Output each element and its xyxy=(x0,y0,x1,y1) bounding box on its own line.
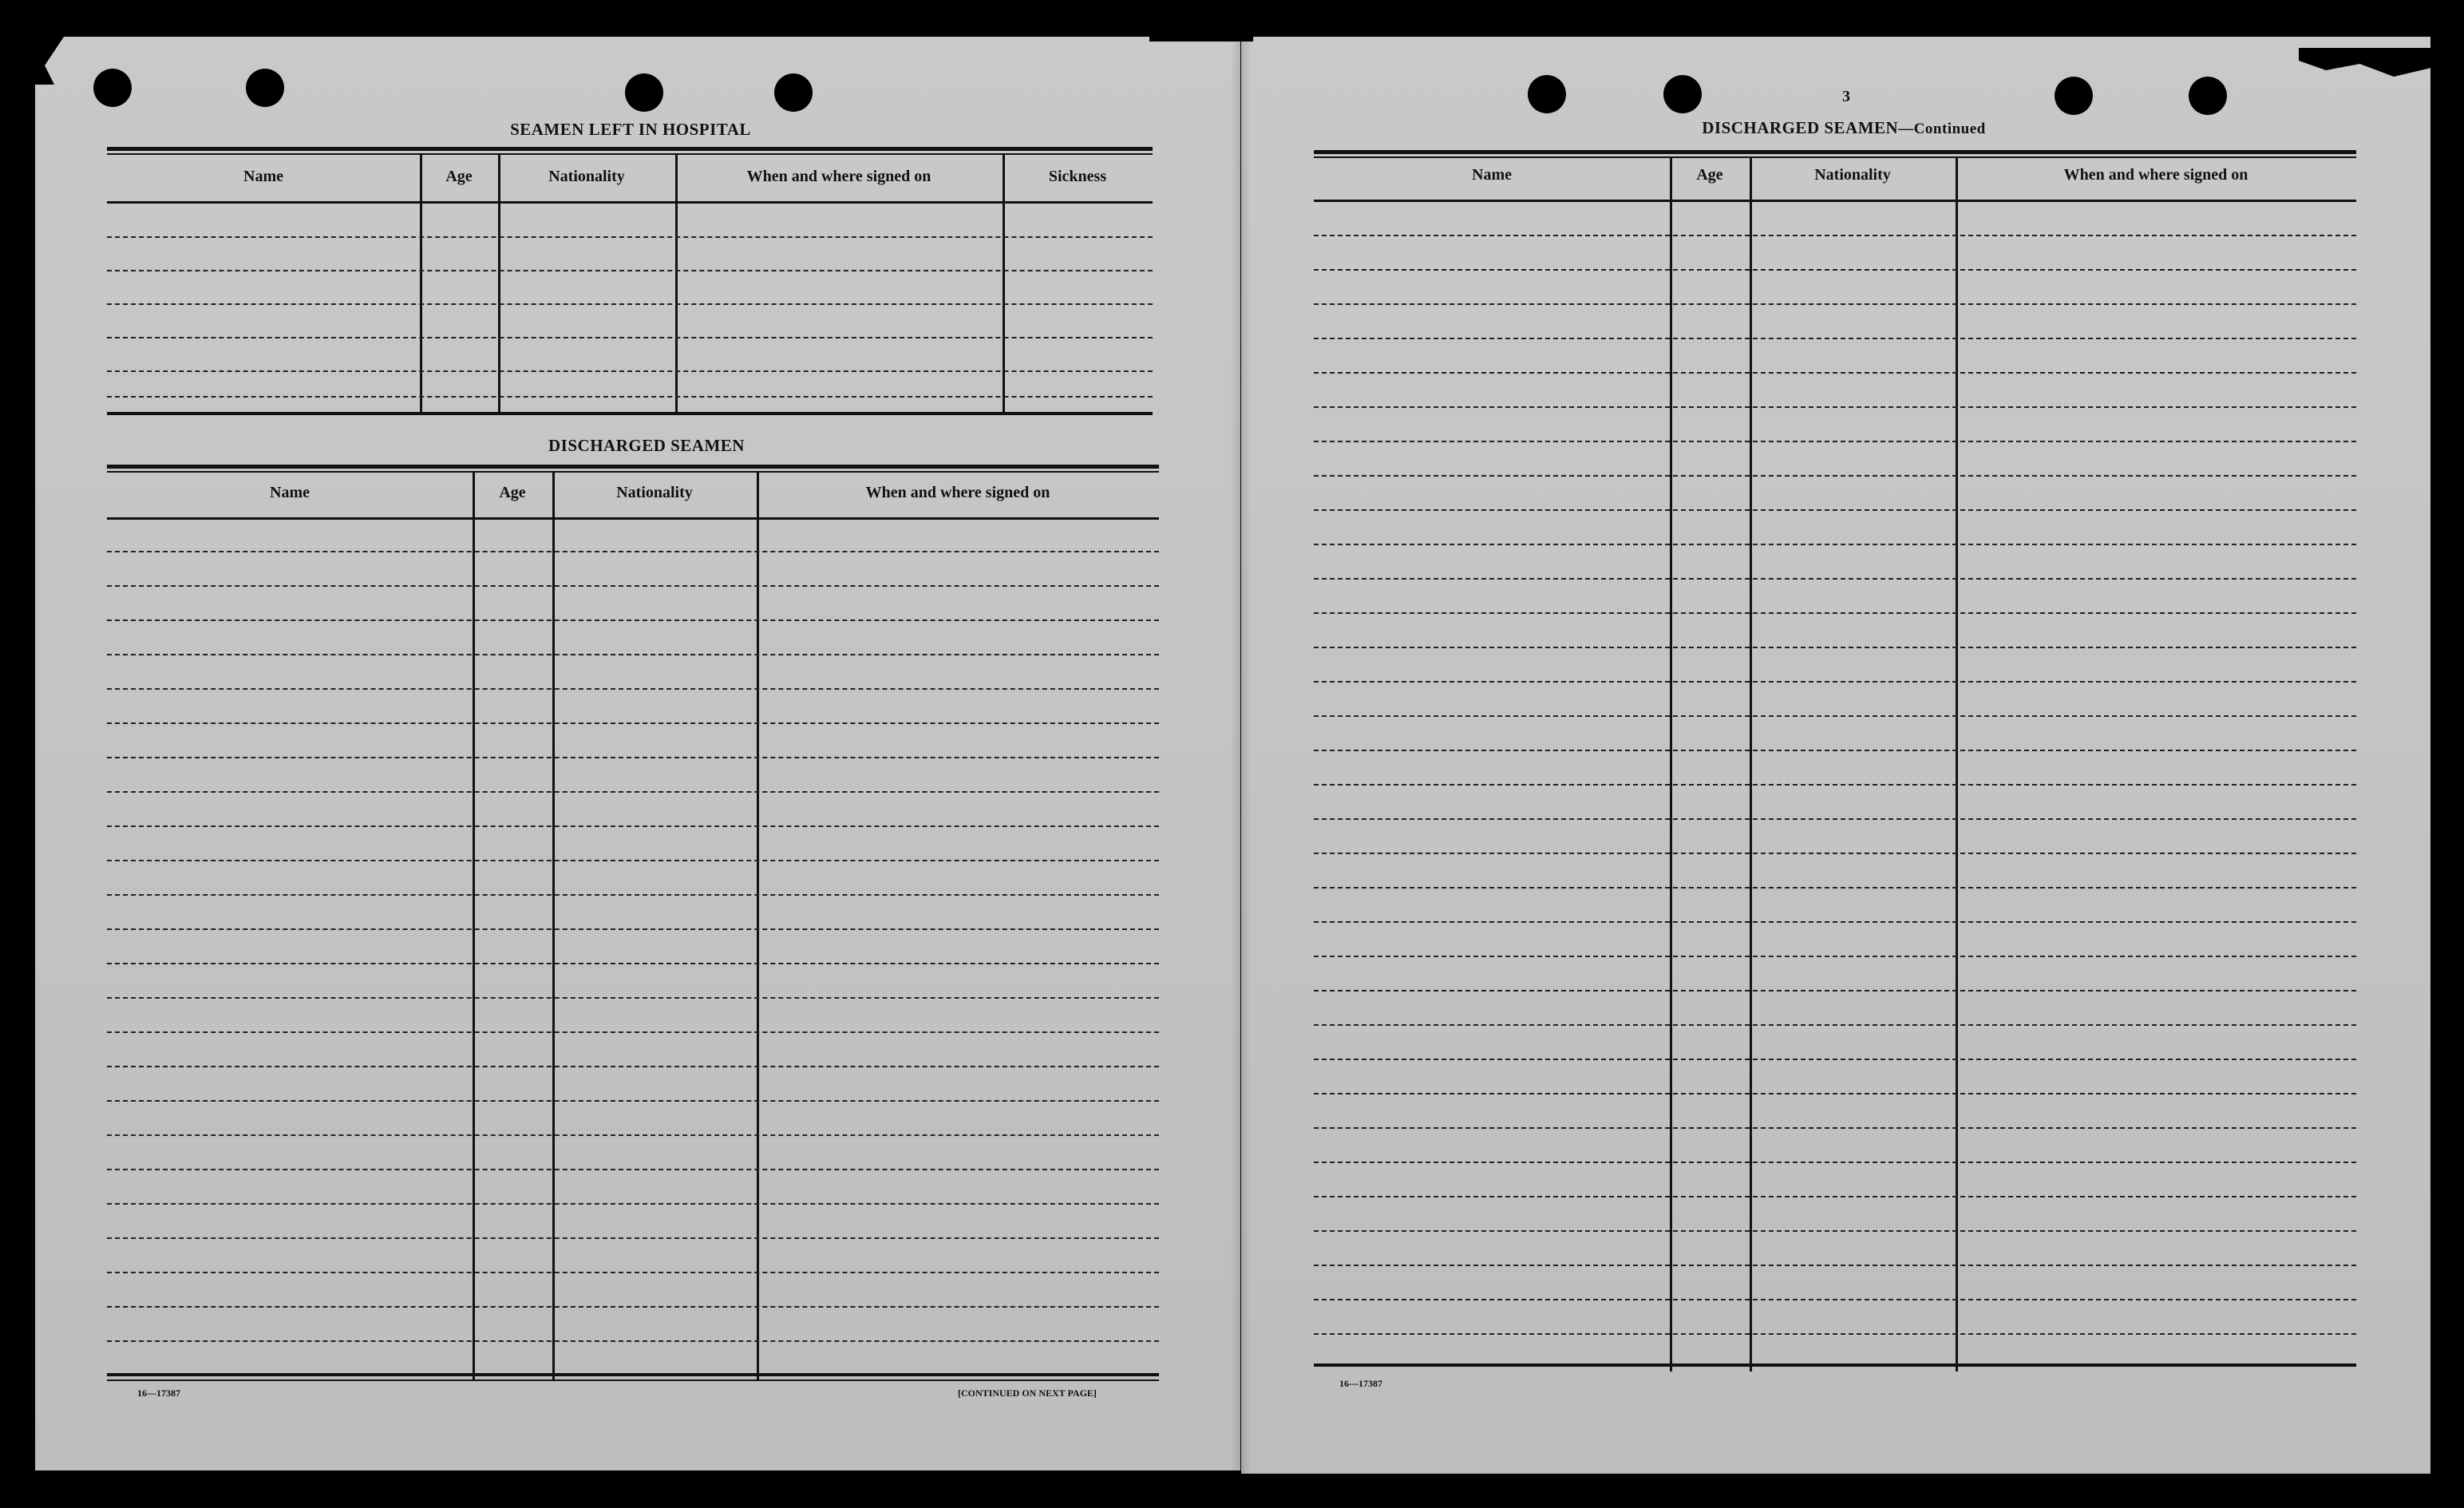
column-divider xyxy=(420,155,422,415)
table-row xyxy=(107,1134,1159,1136)
table-row xyxy=(1314,681,2356,683)
column-header-sickness: Sickness xyxy=(1048,168,1107,185)
table-row xyxy=(107,1272,1159,1273)
column-divider xyxy=(1956,158,1958,1371)
table-header-rule xyxy=(107,517,1159,520)
table-row xyxy=(107,1066,1159,1067)
table-row xyxy=(1314,1265,2356,1266)
column-divider xyxy=(473,473,475,1381)
table-row xyxy=(107,757,1159,758)
table-row xyxy=(1314,269,2356,271)
table-row xyxy=(107,894,1159,896)
discharged-continued-title-main: DISCHARGED SEAMEN xyxy=(1702,118,1899,137)
table-bottom-rule xyxy=(107,1373,1159,1376)
table-row xyxy=(1314,441,2356,442)
table-row xyxy=(107,860,1159,861)
column-header-age: Age xyxy=(1696,166,1723,184)
table-row xyxy=(1314,990,2356,991)
table-row xyxy=(1314,1333,2356,1335)
table-row xyxy=(107,997,1159,999)
table-row xyxy=(107,585,1159,587)
table-row xyxy=(1314,1299,2356,1300)
table-row xyxy=(107,688,1159,690)
punch-hole xyxy=(2189,77,2227,115)
hospital-section-title: SEAMEN LEFT IN HOSPITAL xyxy=(510,120,751,139)
table-header-rule xyxy=(1314,200,2356,202)
column-header-signed-on: When and where signed on xyxy=(2063,166,2248,184)
column-header-signed-on: When and where signed on xyxy=(865,484,1050,501)
column-divider xyxy=(1750,158,1752,1371)
table-row xyxy=(1314,853,2356,854)
table-rule xyxy=(1314,156,2356,158)
table-row xyxy=(107,337,1153,338)
column-header-name: Name xyxy=(1472,166,1512,184)
discharged-table-right xyxy=(1314,150,2356,1371)
table-row xyxy=(107,619,1159,621)
punch-hole xyxy=(1528,75,1566,113)
table-row xyxy=(107,370,1153,372)
table-row xyxy=(1314,715,2356,717)
table-row xyxy=(107,1031,1159,1033)
table-row xyxy=(1314,921,2356,923)
column-divider xyxy=(1670,158,1672,1371)
form-number-left: 16—17387 xyxy=(137,1387,180,1399)
table-row xyxy=(107,270,1153,271)
table-rule xyxy=(107,465,1159,469)
table-row xyxy=(1314,1196,2356,1197)
table-row xyxy=(107,654,1159,655)
table-row xyxy=(107,551,1159,552)
table-row xyxy=(107,1203,1159,1205)
column-header-name: Name xyxy=(270,484,310,501)
column-divider xyxy=(552,473,555,1381)
table-row xyxy=(107,1237,1159,1239)
table-row xyxy=(1314,578,2356,580)
table-row xyxy=(1314,509,2356,511)
discharged-continued-title-suffix: —Continued xyxy=(1898,121,1986,137)
discharged-continued-title xyxy=(1644,118,2043,138)
discharged-section-title: DISCHARGED SEAMEN xyxy=(548,436,745,455)
table-row xyxy=(1314,647,2356,648)
table-row xyxy=(107,928,1159,930)
table-row xyxy=(1314,303,2356,305)
hospital-table xyxy=(107,147,1153,418)
table-row xyxy=(107,791,1159,793)
punch-hole xyxy=(2055,77,2093,115)
punch-hole xyxy=(1663,75,1702,113)
table-row xyxy=(1314,1024,2356,1026)
table-row xyxy=(1314,818,2356,820)
table-row xyxy=(1314,784,2356,786)
table-rule xyxy=(107,153,1153,155)
table-bottom-rule xyxy=(107,1379,1159,1381)
table-row xyxy=(107,825,1159,827)
table-row xyxy=(107,1306,1159,1308)
punch-hole xyxy=(246,69,284,107)
column-header-age: Age xyxy=(445,168,473,185)
table-row xyxy=(107,1100,1159,1102)
table-row xyxy=(1314,235,2356,236)
column-header-age: Age xyxy=(499,484,526,501)
table-row xyxy=(1314,338,2356,339)
table-header-rule xyxy=(107,201,1153,204)
table-row xyxy=(1314,1162,2356,1163)
table-bottom-rule xyxy=(107,412,1153,415)
form-number-right: 16—17387 xyxy=(1339,1378,1382,1389)
column-header-nationality: Nationality xyxy=(616,484,693,501)
table-row xyxy=(107,396,1153,398)
table-row xyxy=(1314,1093,2356,1094)
page-number: 3 xyxy=(1842,88,1850,105)
table-row xyxy=(107,963,1159,964)
table-row xyxy=(1314,1230,2356,1232)
column-header-name: Name xyxy=(243,168,283,185)
table-row xyxy=(1314,750,2356,751)
table-row xyxy=(1314,956,2356,957)
table-row xyxy=(107,236,1153,238)
column-divider xyxy=(675,155,678,415)
table-bottom-rule xyxy=(1314,1364,2356,1367)
table-rule xyxy=(107,471,1159,473)
punch-hole xyxy=(774,73,813,112)
table-row xyxy=(1314,612,2356,614)
punch-hole xyxy=(93,69,132,107)
table-row xyxy=(1314,1127,2356,1129)
continued-note: [CONTINUED ON NEXT PAGE] xyxy=(958,1387,1097,1399)
column-header-nationality: Nationality xyxy=(1814,166,1891,184)
column-header-nationality: Nationality xyxy=(548,168,625,185)
table-row xyxy=(1314,372,2356,374)
page-fold xyxy=(1231,37,1252,1474)
table-row xyxy=(107,1169,1159,1170)
column-divider xyxy=(1003,155,1005,415)
table-row xyxy=(107,303,1153,305)
table-row xyxy=(107,722,1159,724)
punch-hole xyxy=(625,73,663,112)
table-rule xyxy=(107,147,1153,151)
table-row xyxy=(1314,406,2356,408)
column-divider xyxy=(498,155,500,415)
table-row xyxy=(1314,887,2356,889)
table-row xyxy=(1314,544,2356,545)
table-row xyxy=(107,1340,1159,1342)
torn-edge xyxy=(1149,24,1253,42)
table-rule xyxy=(1314,150,2356,154)
discharged-table-left xyxy=(107,465,1159,1381)
column-header-signed-on: When and where signed on xyxy=(746,168,931,185)
table-row xyxy=(1314,475,2356,477)
table-row xyxy=(1314,1059,2356,1060)
column-divider xyxy=(757,473,759,1381)
